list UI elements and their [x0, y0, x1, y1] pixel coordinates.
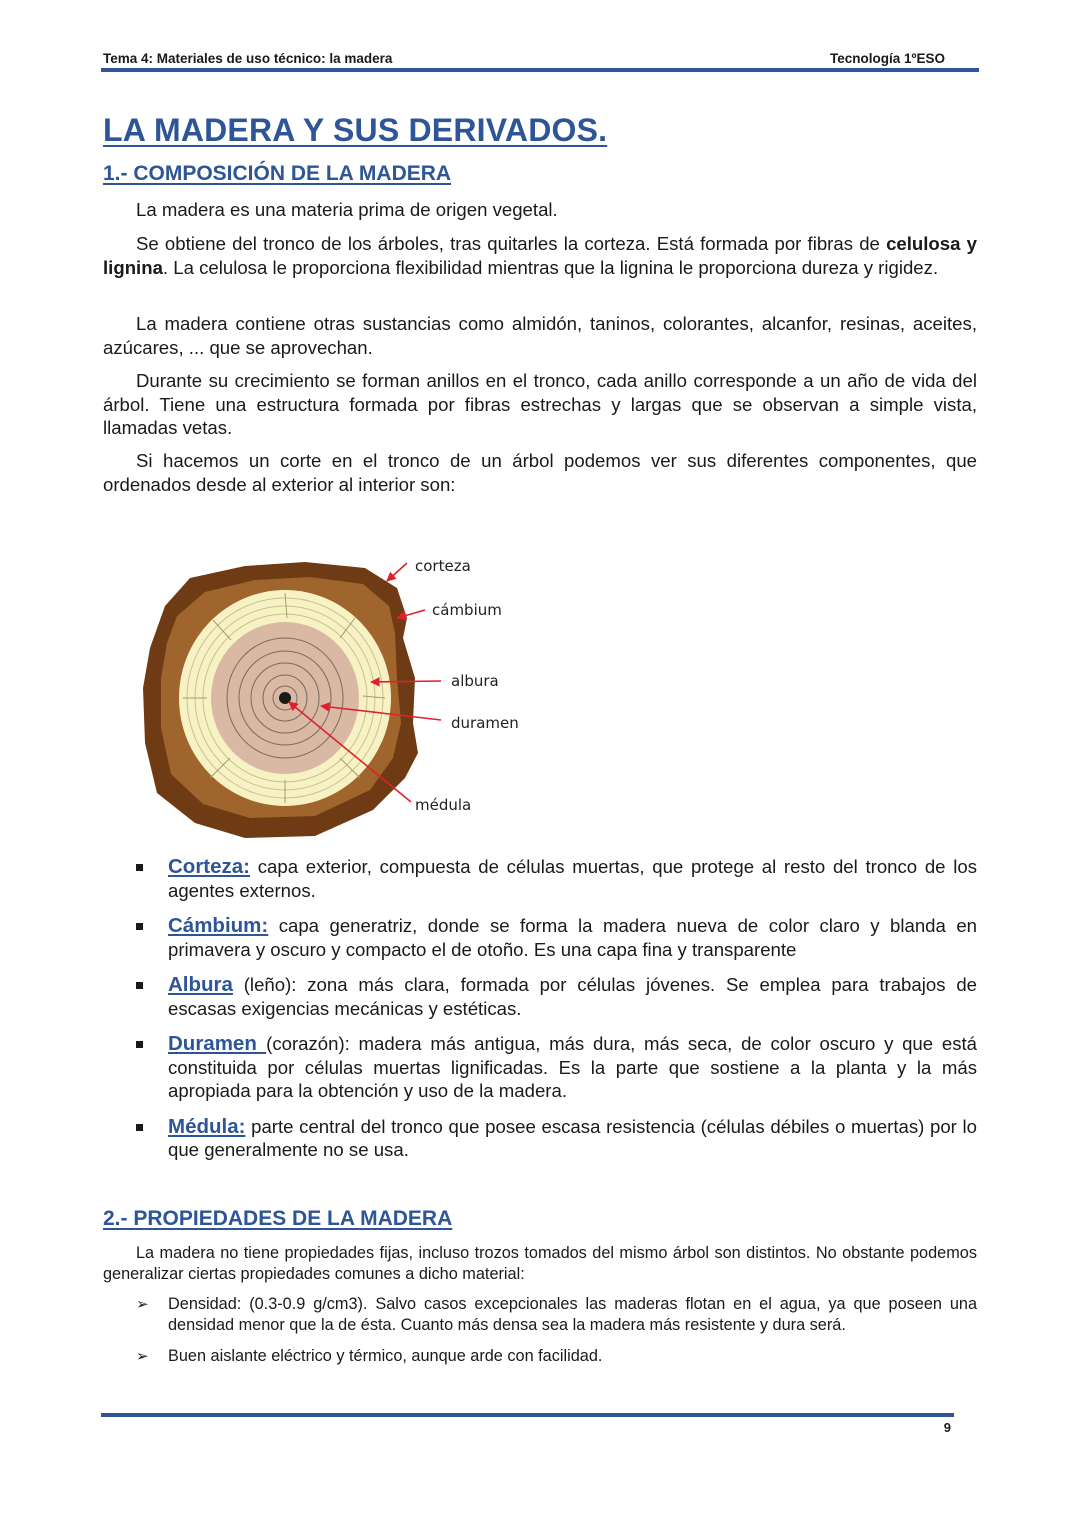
component-term: Corteza:	[168, 855, 251, 878]
paragraph-2	[103, 232, 977, 279]
bullet-marker	[136, 864, 143, 871]
header-rule	[101, 68, 979, 72]
paragraph-4: Durante su crecimiento se forman anillos en el tronco, cada anillo corresponde a un año de vida del árbol. Tiene una estructura formada por fibras estrechas y largas que se observan a simple vista, llamadas vetas.	[103, 370, 977, 438]
trunk-cross-section-diagram	[135, 548, 555, 848]
property-text: Densidad: (0.3-0.9 g/cm3). Salvo casos excepcionales las maderas flotan en el agua, ya que poseen una densidad menor que la de ésta. Cuanto más densa sea la madera más resistente y dura será.	[168, 1295, 977, 1334]
component-description: capa exterior, compuesta de células muertas, que protege al resto del tronco de los agentes externos.	[168, 856, 977, 901]
component-term: Albura	[168, 973, 233, 996]
component-term: Médula:	[168, 1114, 246, 1138]
bullet-marker	[136, 923, 143, 930]
bullet-marker	[136, 1124, 143, 1131]
paragraph-2-text-a: Se obtiene del tronco de los árboles, tras quitarles la corteza. Está formada por fibras de	[136, 233, 887, 254]
component-description: (leño): zona más clara, formada por células jóvenes. Se emplea para trabajos de escasas exigencias mecánicas y estéticas.	[168, 974, 977, 1019]
header-topic: Tema 4: Materiales de uso técnico: la madera	[103, 51, 393, 66]
paragraph-1: La madera es una materia prima de origen vegetal.	[136, 199, 558, 220]
footer-rule	[101, 1413, 954, 1417]
list-item	[136, 1346, 977, 1367]
list-item	[168, 855, 977, 902]
trunk-diagram-svg	[135, 548, 555, 848]
list-item	[168, 1032, 977, 1103]
page-number: 9	[943, 1420, 951, 1435]
section-heading-properties: 2.- PROPIEDADES DE LA MADERA	[103, 1207, 453, 1230]
bullet-marker	[136, 982, 143, 989]
document-title: LA MADERA Y SUS DERIVADOS.	[103, 112, 608, 148]
label-cambium: cámbium	[432, 601, 502, 619]
component-description: capa generatriz, donde se forma la madera nueva de color claro y blanda en primavera y oscuro y compacto el de otoño. Es una capa fina y transparente	[168, 915, 977, 960]
paragraph-5: Si hacemos un corte en el tronco de un árbol podemos ver sus diferentes componentes, que ordenados desde al exterior al interior son:	[103, 450, 977, 495]
label-albura: albura	[451, 672, 499, 690]
component-description: (corazón): madera más antigua, más dura, más seca, de color oscuro y que está constituida por células muertas lignificadas. Es la parte que sostiene a la planta y la más apropiada para la obtención y uso de la madera.	[168, 1033, 977, 1101]
arrow-bullet-icon: ➢	[136, 1296, 149, 1313]
list-item	[136, 1294, 977, 1336]
list-item	[168, 1115, 977, 1162]
list-item	[168, 914, 977, 961]
list-item	[168, 973, 977, 1020]
component-term: Duramen	[168, 1032, 267, 1055]
label-duramen: duramen	[451, 714, 519, 732]
label-medula: médula	[415, 796, 472, 814]
header-course: Tecnología 1ºESO	[830, 51, 945, 66]
section-heading-composition: 1.- COMPOSICIÓN DE LA MADERA	[103, 162, 452, 185]
components-list	[168, 855, 977, 1174]
label-corteza: corteza	[415, 557, 471, 575]
bullet-marker	[136, 1041, 143, 1048]
properties-intro: La madera no tiene propiedades fijas, incluso trozos tomados del mismo árbol son distintos. No obstante podemos generalizar ciertas propiedades comunes a dicho material:	[103, 1244, 977, 1283]
component-term: Cámbium:	[168, 914, 269, 937]
paragraph-2-text-b: . La celulosa le proporciona flexibilidad mientras que la lignina le proporciona dureza y rigidez.	[162, 256, 939, 278]
properties-list	[136, 1294, 977, 1377]
arrow-bullet-icon: ➢	[136, 1348, 149, 1365]
component-description: parte central del tronco que posee escasa resistencia (células débiles o muertas) por lo que generalmente no se usa.	[168, 1115, 977, 1160]
paragraph-2-bold: celulosa y lignina	[103, 233, 977, 278]
paragraph-3: La madera contiene otras sustancias como almidón, taninos, colorantes, alcanfor, resinas, aceites, azúcares, ... que se aprovechan.	[103, 313, 977, 358]
property-text: Buen aislante eléctrico y térmico, aunque arde con facilidad.	[168, 1347, 603, 1365]
